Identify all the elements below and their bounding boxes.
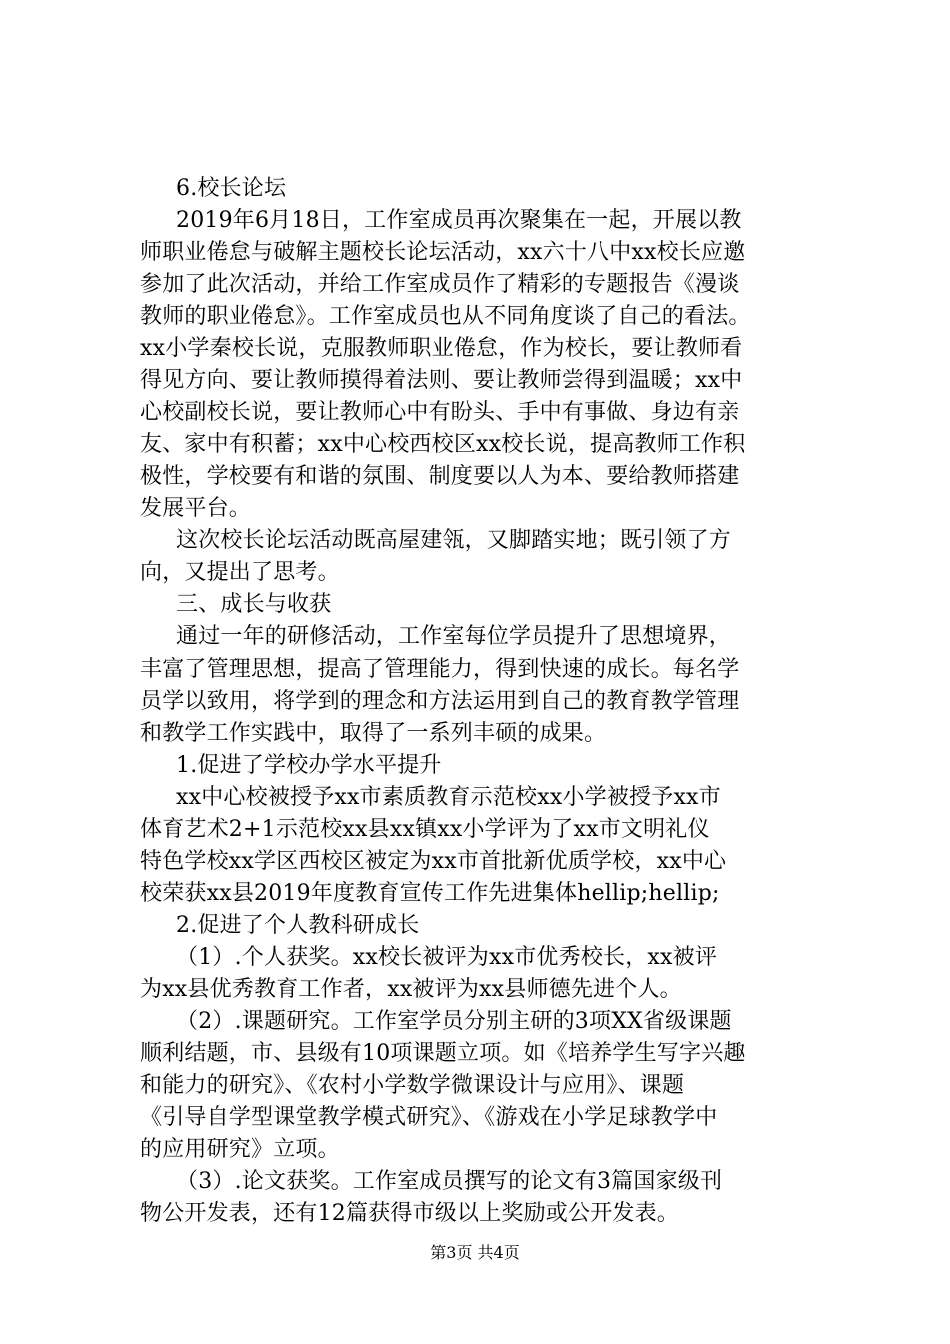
paragraph-line: xx中心校被授予xx市素质教育示范校xx小学被授予xx市 <box>176 784 721 810</box>
paragraph-line: 师职业倦怠与破解主题校长论坛活动，xx六十八中xx校长应邀 <box>140 240 746 266</box>
paragraph-line: 和教学工作实践中，取得了一系列丰硕的成果。 <box>140 720 607 746</box>
paragraph-line: （1）.个人获奖。xx校长被评为xx市优秀校长，xx被评 <box>176 944 718 970</box>
paragraph-line: 顺利结题，市、县级有10项课题立项。如《培养学生写字兴趣 <box>140 1040 746 1066</box>
paragraph-line: 校荣获xx县2019年度教育宣传工作先进集体hellip;hellip; <box>140 880 720 906</box>
paragraph-line: 的应用研究》立项。 <box>140 1136 340 1162</box>
paragraph-line: 物公开发表，还有12篇获得市级以上奖励或公开发表。 <box>140 1201 679 1226</box>
paragraph-line: 心校副校长说，要让教师心中有盼头、手中有事做、身边有亲 <box>140 400 740 426</box>
paragraph-line: 员学以致用，将学到的理念和方法运用到自己的教育教学管理 <box>140 688 740 714</box>
paragraph-line: 发展平台。 <box>140 496 252 522</box>
paragraph-line: 《引导自学型课堂教学模式研究》、《游戏在小学足球教学中 <box>140 1104 718 1130</box>
section-heading-principal-forum: 6.校长论坛 <box>176 176 287 201</box>
paragraph-line: 和能力的研究》、《农村小学数学微课设计与应用》、课题 <box>140 1072 685 1098</box>
paragraph-line: 丰富了管理思想，提高了管理能力，得到快速的成长。每名学 <box>140 656 740 682</box>
paragraph-line: 向，又提出了思考。 <box>140 560 340 586</box>
section-heading-growth: 三、成长与收获 <box>176 592 332 618</box>
paragraph-line: 为xx县优秀教育工作者，xx被评为xx县师德先进个人。 <box>140 976 682 1002</box>
paragraph-line: 参加了此次活动，并给工作室成员作了精彩的专题报告《漫谈 <box>140 272 740 298</box>
paragraph-line: 教师的职业倦怠》。工作室成员也从不同角度谈了自己的看法。 <box>140 304 751 330</box>
page-footer: 第3页 共4页 <box>430 1243 520 1262</box>
paragraph-line: 这次校长论坛活动既高屋建瓴，又脚踏实地；既引领了方 <box>176 528 732 554</box>
paragraph-line: （2）.课题研究。工作室学员分别主研的3项XX省级课题 <box>176 1008 732 1034</box>
paragraph-line: xx小学秦校长说，克服教师职业倦怠，作为校长，要让教师看 <box>140 336 743 362</box>
subheading-personal-growth: 2.促进了个人教科研成长 <box>176 912 420 938</box>
paragraph-line: 友、家中有积蓄；xx中心校西校区xx校长说，提高教师工作积 <box>140 432 746 458</box>
subheading-school-level: 1.促进了学校办学水平提升 <box>176 752 442 778</box>
paragraph-line: 得见方向、要让教师摸得着法则、要让教师尝得到温暖；xx中 <box>140 368 743 394</box>
paragraph-line: 2019年6月18日，工作室成员再次聚集在一起，开展以教 <box>176 208 742 233</box>
paragraph-line: （3）.论文获奖。工作室成员撰写的论文有3篇国家级刊 <box>176 1169 723 1194</box>
paragraph-line: 体育艺术2+1示范校xx县xx镇xx小学评为了xx市文明礼仪 <box>140 816 710 842</box>
paragraph-line: 极性，学校要有和谐的氛围、制度要以人为本、要给教师搭建 <box>140 464 740 490</box>
paragraph-line: 特色学校xx学区西校区被定为xx市首批新优质学校，xx中心 <box>140 848 727 874</box>
paragraph-line: 通过一年的研修活动，工作室每位学员提升了思想境界， <box>176 624 732 650</box>
